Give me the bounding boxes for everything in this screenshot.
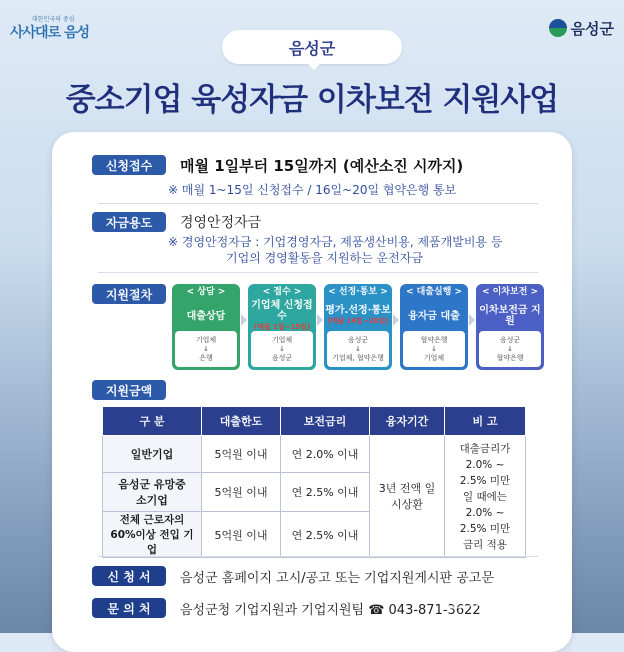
- application-form-text: 음성군 홈페이지 고시/공고 또는 기업지원게시판 공고문: [180, 571, 494, 586]
- county-logo-text: 음성군: [570, 19, 614, 38]
- step-body-text: 평가.선정·통보: [325, 305, 391, 316]
- right-arrow-icon: [469, 314, 475, 326]
- divider: [98, 556, 538, 557]
- remark-cell: 대출금리가 2.0% ~ 2.5% 미만일 때에는 2.0% ~ 2.5% 미만 금리 적용: [445, 436, 526, 558]
- down-arrow-icon: ↓: [279, 344, 285, 353]
- flow-from: 기업체: [195, 335, 217, 344]
- purpose-badge: 자금용도: [92, 212, 166, 232]
- step-body-text: 융자금 대출: [408, 310, 460, 322]
- down-arrow-icon: ↓: [203, 344, 209, 353]
- table-header-row: [103, 407, 526, 436]
- apply-period: [180, 155, 463, 176]
- step-body: [400, 301, 468, 331]
- col-category: 구 분: [103, 407, 202, 436]
- col-limit: 대출한도: [202, 407, 281, 436]
- apply-period-main: 매월 1일부터 15일까지: [180, 157, 338, 175]
- logo-slogan-main: [10, 22, 89, 42]
- row-category: 음성군 유망중소기업: [103, 473, 202, 512]
- apply-note: ※ 매월 1~15일 신청접수 / 16일~20일 협약은행 통보: [168, 183, 457, 197]
- flow-to: 은행: [199, 353, 213, 362]
- step-interest-support: [476, 284, 544, 370]
- step-head: < 이차보전 >: [481, 287, 539, 297]
- col-period: 융자기간: [370, 407, 445, 436]
- application-form-badge: 신 청 서: [92, 566, 166, 586]
- flow-from: 협약은행: [420, 335, 448, 344]
- step-body-text: 대출상담: [186, 310, 226, 322]
- row-rate: 연 2.5% 이내: [281, 473, 370, 512]
- step-head: < 상담 >: [186, 287, 226, 297]
- period-cell: 3년 전액 일시상환: [370, 436, 445, 558]
- step-select-notify: [324, 284, 392, 370]
- step-flow: [251, 331, 313, 367]
- divider: [98, 203, 538, 204]
- row-limit: 5억원 이내: [202, 512, 281, 558]
- divider: [98, 272, 538, 273]
- row-limit: 5억원 이내: [202, 473, 281, 512]
- logo-slogan-part-a: 사사대로: [10, 25, 61, 41]
- county-pill-label: [222, 30, 402, 64]
- step-flow: [175, 331, 237, 367]
- pill-text: 음성군: [288, 38, 336, 58]
- row-rate: 연 2.5% 이내: [281, 512, 370, 558]
- procedure-badge: 지원절차: [92, 284, 166, 304]
- row-rate: 연 2.0% 이내: [281, 436, 370, 473]
- purpose-main: 경영안정자금: [180, 215, 262, 231]
- step-body: [172, 301, 240, 331]
- flow-to: 협약은행: [496, 353, 524, 362]
- step-body: [324, 301, 392, 331]
- down-arrow-icon: ↓: [431, 344, 437, 353]
- row-category: 전체 근로자의 60%이상 전입 기업: [103, 512, 202, 558]
- step-flow: [479, 331, 541, 367]
- news-watermark: [448, 594, 543, 621]
- step-flow: [327, 331, 389, 367]
- contact-text: 음성군청 기업지원과 기업지원팀 ☎ 043-871-3622: [180, 603, 481, 618]
- step-consult: [172, 284, 240, 370]
- county-emblem-icon: [549, 19, 567, 37]
- step-body-text: 이차보전금 지원: [479, 305, 541, 327]
- step-sub: (매월 16일~20일): [327, 317, 389, 325]
- step-receive: [248, 284, 316, 370]
- page-title: 중소기업 육성자금 이차보전 지원사업: [65, 82, 559, 118]
- county-slogan-logo: [10, 14, 100, 46]
- step-head: < 대출실행 >: [405, 287, 463, 297]
- right-arrow-icon: [317, 314, 323, 326]
- flow-from: 음성군: [499, 335, 521, 344]
- contact-badge: 문 의 처: [92, 598, 166, 618]
- step-flow: [403, 331, 465, 367]
- logo-slogan-small: 대한민국의 중심: [32, 16, 75, 23]
- col-remark: 비 고: [445, 407, 526, 436]
- watermark-korean: 코리아타임뉴스: [448, 597, 543, 613]
- down-arrow-icon: ↓: [507, 344, 513, 353]
- right-arrow-icon: [393, 314, 399, 326]
- flow-to: 기업체, 협약은행: [332, 353, 384, 362]
- step-body-text: 기업체 신청접수: [251, 299, 313, 322]
- flow-to: 기업체: [423, 353, 445, 362]
- procedure-steps: [172, 284, 541, 370]
- purpose-note-line2: 기업의 경영활동을 지원하는 운전자금: [226, 251, 423, 265]
- step-body: [248, 301, 316, 331]
- eumseong-county-logo: [549, 16, 614, 40]
- row-category: 일반기업: [103, 436, 202, 473]
- col-rate: 보전금리: [281, 407, 370, 436]
- flow-to: 음성군: [271, 353, 293, 362]
- apply-period-suffix: (예산소진 시까지): [342, 157, 464, 175]
- table-row: [103, 436, 526, 473]
- step-loan: [400, 284, 468, 370]
- watermark-english: Korea Time News: [490, 614, 543, 621]
- right-arrow-icon: [241, 314, 247, 326]
- row-limit: 5억원 이내: [202, 436, 281, 473]
- step-body: [476, 301, 544, 331]
- step-sub: (매월 1일~15일): [253, 322, 311, 331]
- step-head: < 접수 >: [262, 287, 302, 297]
- step-head: < 선정·통보 >: [328, 287, 388, 297]
- logo-slogan-part-b: 음성: [63, 25, 90, 41]
- flow-from: 기업체: [271, 335, 293, 344]
- purpose-note-line1: ※ 경영안정자금 : 기업경영자금, 제품생산비용, 제품개발비용 등: [168, 235, 503, 249]
- apply-badge: 신청접수: [92, 155, 166, 175]
- amount-badge: 지원금액: [92, 380, 166, 400]
- down-arrow-icon: ↓: [355, 344, 361, 353]
- support-amount-table: [102, 406, 526, 558]
- flow-from: 음성군: [347, 335, 369, 344]
